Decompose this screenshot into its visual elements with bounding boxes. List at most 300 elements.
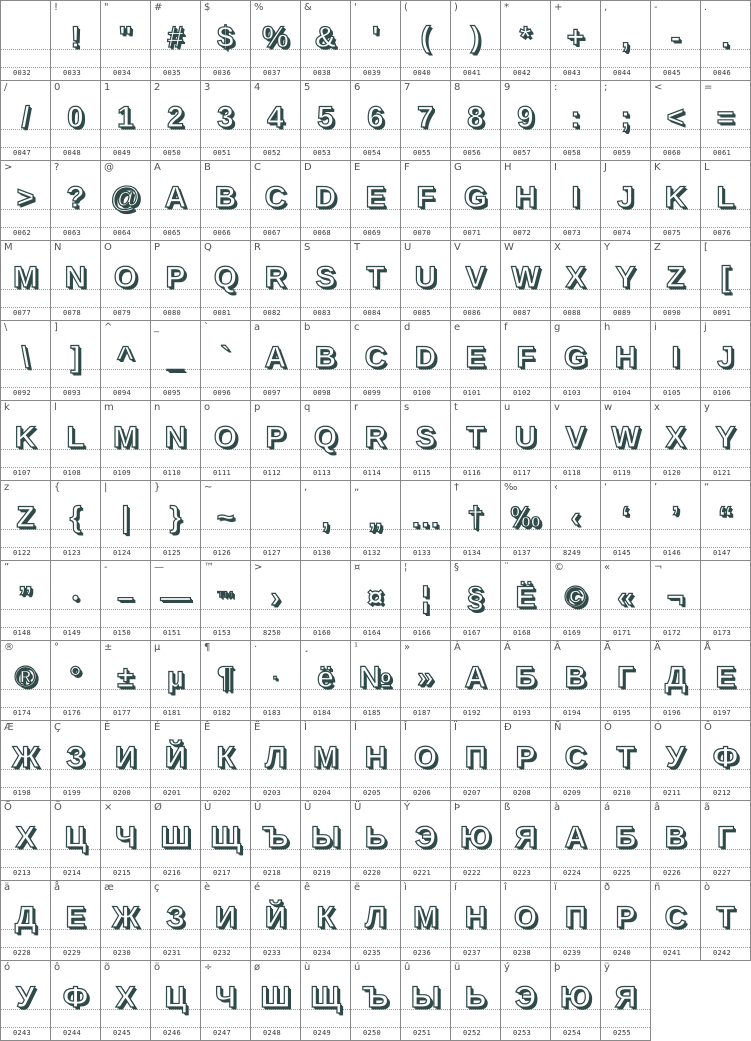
glyph-sample: ' <box>371 21 380 54</box>
glyph-code: 0250 <box>363 1029 382 1037</box>
glyph-code: 0216 <box>163 869 182 877</box>
glyph-key-label: È <box>104 722 111 733</box>
glyph-cell <box>351 1 401 81</box>
glyph-cell <box>451 961 501 1041</box>
glyph-key-label: H <box>504 162 512 173</box>
glyph-sample: Г <box>716 821 734 854</box>
glyph-key-label: [ <box>704 242 708 253</box>
glyph-sample: Т <box>616 741 635 774</box>
glyph-code: 0074 <box>613 229 632 237</box>
glyph-key-label: ç <box>154 882 160 893</box>
glyph-code: 0166 <box>413 629 432 637</box>
glyph-code: 0231 <box>163 949 182 957</box>
glyph-sample: : <box>570 101 581 134</box>
glyph-sample: , <box>321 501 330 534</box>
glyph-sample: › <box>270 581 281 614</box>
glyph-code: 0235 <box>363 949 382 957</box>
glyph-sample: " <box>118 21 133 54</box>
glyph-code: 0252 <box>463 1029 482 1037</box>
glyph-key-label: : <box>554 82 558 93</box>
glyph-sample: B <box>314 341 337 374</box>
glyph-key-label: ] <box>54 322 58 333</box>
glyph-cell <box>1 401 51 481</box>
glyph-sample: C <box>364 341 387 374</box>
glyph-cell <box>251 321 301 401</box>
glyph-code: 0114 <box>363 469 382 477</box>
glyph-code: 0121 <box>713 469 732 477</box>
glyph-sample: E <box>365 181 386 214</box>
glyph-key-label: Ã <box>604 642 611 653</box>
glyph-cell <box>151 321 201 401</box>
glyph-cell <box>451 481 501 561</box>
glyph-code: 0201 <box>163 789 182 797</box>
glyph-cell <box>351 241 401 321</box>
glyph-cell <box>601 561 651 641</box>
glyph-code: 0241 <box>663 949 682 957</box>
glyph-key-label: è <box>204 882 211 893</box>
glyph-key-label: x <box>654 402 660 413</box>
glyph-code: 0247 <box>213 1029 232 1037</box>
glyph-code: 0198 <box>13 789 32 797</box>
glyph-cell <box>51 801 101 881</box>
glyph-key-label: ? <box>54 162 60 173</box>
glyph-key-label: 0 <box>54 82 61 93</box>
glyph-key-label: # <box>154 2 163 13</box>
glyph-sample: И <box>114 741 137 774</box>
glyph-cell <box>201 721 251 801</box>
glyph-code: 0228 <box>13 949 32 957</box>
glyph-sample: B <box>214 181 237 214</box>
glyph-key-label: à <box>554 802 561 813</box>
glyph-code: 0036 <box>213 69 232 77</box>
glyph-sample: 2 <box>167 101 184 134</box>
glyph-cell <box>251 721 301 801</box>
glyph-key-label: þ <box>554 962 561 973</box>
glyph-cell <box>701 641 751 721</box>
glyph-code: 0075 <box>663 229 682 237</box>
glyph-sample: Л <box>364 901 387 934</box>
glyph-cell <box>51 161 101 241</box>
glyph-sample: Ю <box>460 821 491 854</box>
glyph-key-label: Y <box>604 242 611 253</box>
glyph-cell <box>651 1 701 81</box>
glyph-code: 0096 <box>213 389 232 397</box>
glyph-sample: @ <box>110 181 141 214</box>
glyph-cell <box>601 81 651 161</box>
glyph-sample: G <box>463 181 488 214</box>
glyph-sample: # <box>167 21 184 54</box>
glyph-sample: ‰ <box>510 501 541 534</box>
glyph-sample: Н <box>364 741 387 774</box>
glyph-code: 0078 <box>63 309 82 317</box>
glyph-key-label: á <box>604 802 611 813</box>
glyph-cell <box>51 481 101 561</box>
glyph-sample: Р <box>615 901 636 934</box>
glyph-sample: W <box>611 421 640 454</box>
glyph-cell <box>701 321 751 401</box>
glyph-sample: ® <box>14 661 37 694</box>
glyph-code: 0176 <box>63 709 82 717</box>
glyph-key-label: j <box>704 322 707 333</box>
glyph-cell <box>1 801 51 881</box>
glyph-key-label: d <box>404 322 411 333</box>
glyph-key-label: ä <box>4 882 11 893</box>
glyph-code: 0223 <box>513 869 532 877</box>
glyph-cell <box>101 641 151 721</box>
glyph-cell <box>651 801 701 881</box>
glyph-key-label: ` <box>204 322 209 333</box>
glyph-cell <box>551 241 601 321</box>
glyph-cell <box>351 721 401 801</box>
glyph-key-label: ñ <box>654 882 661 893</box>
glyph-code: 0100 <box>413 389 432 397</box>
glyph-cell <box>451 1 501 81</box>
glyph-sample: % <box>262 21 289 54</box>
glyph-cell <box>251 161 301 241</box>
glyph-cell <box>401 961 451 1041</box>
glyph-sample: D <box>414 341 437 374</box>
glyph-key-label: \ <box>4 322 8 333</box>
glyph-cell <box>551 81 601 161</box>
glyph-cell <box>501 1 551 81</box>
glyph-code: 0193 <box>513 709 532 717</box>
glyph-code: 0062 <box>13 229 32 237</box>
glyph-cell <box>701 561 751 641</box>
glyph-cell <box>1 961 51 1041</box>
glyph-code: 0111 <box>213 469 232 477</box>
glyph-sample <box>1 15 50 61</box>
glyph-cell <box>351 321 401 401</box>
glyph-key-label: ~ <box>204 482 213 493</box>
glyph-key-label: Ó <box>654 722 662 733</box>
glyph-sample: Y <box>715 421 736 454</box>
glyph-code: 0045 <box>663 69 682 77</box>
glyph-cell <box>651 481 701 561</box>
glyph-sample: 4 <box>267 101 284 134</box>
glyph-sample <box>301 575 350 621</box>
glyph-sample: “ <box>718 501 733 534</box>
glyph-code: 0240 <box>613 949 632 957</box>
glyph-key-label: c <box>354 322 360 333</box>
glyph-code: 0217 <box>213 869 232 877</box>
glyph-cell <box>301 881 351 961</box>
glyph-cell <box>201 161 251 241</box>
glyph-code: 0254 <box>563 1029 582 1037</box>
glyph-key-label: Í <box>354 722 357 733</box>
glyph-key-label: 4 <box>254 82 261 93</box>
glyph-key-label: e <box>454 322 461 333</box>
glyph-cell <box>301 721 351 801</box>
glyph-cell <box>151 401 201 481</box>
glyph-key-label: { <box>54 482 61 493</box>
glyph-sample: Ц <box>64 821 87 854</box>
glyph-code: 0115 <box>413 469 432 477</box>
glyph-key-label: † <box>454 482 459 493</box>
glyph-sample: Е <box>715 661 736 694</box>
glyph-code: 0151 <box>163 629 182 637</box>
glyph-cell <box>1 81 51 161</box>
glyph-code: 0034 <box>113 69 132 77</box>
glyph-cell <box>651 561 701 641</box>
glyph-cell <box>701 161 751 241</box>
glyph-cell <box>451 641 501 721</box>
glyph-code: 0210 <box>613 789 632 797</box>
glyph-code: 0122 <box>13 549 32 557</box>
glyph-code: 0213 <box>13 869 32 877</box>
glyph-key-label: W <box>504 242 514 253</box>
glyph-sample: ° <box>69 661 82 694</box>
glyph-code: 0038 <box>313 69 332 77</box>
glyph-code: 0211 <box>663 789 682 797</box>
glyph-cell <box>51 961 101 1041</box>
glyph-cell <box>551 721 601 801</box>
glyph-code: 0243 <box>13 1029 32 1037</box>
glyph-sample: K <box>14 421 37 454</box>
glyph-key-label: . <box>704 2 708 13</box>
glyph-sample: Ш <box>260 981 291 1014</box>
glyph-code: 0063 <box>63 229 82 237</box>
glyph-sample: µ <box>166 661 185 694</box>
glyph-key-label: ¤ <box>354 562 361 573</box>
glyph-cell <box>201 961 251 1041</box>
glyph-cell <box>401 641 451 721</box>
glyph-sample: Э <box>414 821 437 854</box>
glyph-cell <box>251 881 301 961</box>
glyph-code: 0047 <box>13 149 32 157</box>
glyph-cell <box>601 401 651 481</box>
glyph-key-label: É <box>154 722 161 733</box>
glyph-cell <box>701 401 751 481</box>
glyph-cell <box>451 561 501 641</box>
glyph-key-label: ¬ <box>654 562 663 573</box>
glyph-key-label: E <box>354 162 361 173</box>
glyph-sample: V <box>465 261 486 294</box>
glyph-code: 0214 <box>63 869 82 877</box>
glyph-cell <box>251 561 301 641</box>
glyph-key-label: ¶ <box>204 642 211 653</box>
glyph-sample: А <box>564 821 587 854</box>
glyph-code: 0081 <box>213 309 232 317</box>
glyph-code: 0058 <box>563 149 582 157</box>
glyph-key-label: ø <box>254 962 261 973</box>
glyph-cell <box>51 81 101 161</box>
glyph-cell <box>601 641 651 721</box>
glyph-cell <box>401 1 451 81</box>
glyph-code: 0070 <box>413 229 432 237</box>
glyph-code: 0101 <box>463 389 482 397</box>
glyph-sample: H <box>514 181 537 214</box>
glyph-key-label: ( <box>404 2 408 13</box>
glyph-code: 0060 <box>663 149 682 157</box>
glyph-sample: ™ <box>216 588 235 608</box>
glyph-sample: Ы <box>410 981 441 1014</box>
glyph-sample: № <box>358 661 393 694</box>
glyph-key-label: ß <box>504 802 511 813</box>
glyph-code: 0052 <box>263 149 282 157</box>
glyph-key-label: Î <box>404 722 407 733</box>
glyph-sample: Ё <box>515 581 536 614</box>
glyph-code: 0199 <box>63 789 82 797</box>
glyph-sample: Д <box>664 661 687 694</box>
glyph-code: 0132 <box>363 549 382 557</box>
glyph-cell <box>301 321 351 401</box>
glyph-key-label: · <box>254 642 258 653</box>
glyph-code: 0116 <box>463 469 482 477</box>
glyph-cell <box>51 881 101 961</box>
glyph-key-label: Q <box>204 242 212 253</box>
glyph-key-label: ” <box>4 562 10 573</box>
glyph-code: 0046 <box>713 69 732 77</box>
glyph-sample: П <box>564 901 587 934</box>
glyph-sample: F <box>416 181 435 214</box>
glyph-cell <box>251 481 301 561</box>
glyph-cell <box>651 81 701 161</box>
glyph-cell <box>651 401 701 481</box>
glyph-sample: · <box>272 668 279 688</box>
glyph-code: 0051 <box>213 149 232 157</box>
glyph-key-label: Ù <box>204 802 212 813</box>
glyph-cell <box>351 81 401 161</box>
glyph-code: 0194 <box>563 709 582 717</box>
glyph-sample: Р <box>515 741 536 774</box>
glyph-cell <box>51 721 101 801</box>
glyph-cell <box>401 401 451 481</box>
glyph-cell <box>601 161 651 241</box>
glyph-code: 0080 <box>163 309 182 317</box>
glyph-code: 0192 <box>463 709 482 717</box>
glyph-code: 0072 <box>513 229 532 237</box>
glyph-cell <box>501 81 551 161</box>
glyph-cell <box>51 641 101 721</box>
glyph-code: 0032 <box>13 69 32 77</box>
glyph-cell <box>51 561 101 641</box>
glyph-cell <box>401 801 451 881</box>
glyph-cell <box>501 401 551 481</box>
glyph-cell <box>551 1 601 81</box>
glyph-cell <box>401 161 451 241</box>
glyph-key-label: “ <box>704 482 710 493</box>
glyph-sample: З <box>166 901 185 934</box>
glyph-cell <box>1 881 51 961</box>
glyph-key-label: ö <box>154 962 161 973</box>
glyph-code: 0042 <box>513 69 532 77</box>
glyph-cell <box>1 161 51 241</box>
glyph-key-label: / <box>4 82 8 93</box>
glyph-cell <box>701 481 751 561</box>
glyph-code: 0253 <box>513 1029 532 1037</box>
glyph-sample: < <box>666 101 685 134</box>
glyph-cell <box>151 561 201 641</box>
glyph-sample: С <box>564 741 587 774</box>
glyph-sample: U <box>414 261 437 294</box>
glyph-cell <box>501 641 551 721</box>
glyph-cell <box>151 961 201 1041</box>
glyph-code: 0108 <box>63 469 82 477</box>
glyph-code: 0206 <box>413 789 432 797</box>
glyph-sample: S <box>315 261 336 294</box>
glyph-code: 0086 <box>463 309 482 317</box>
glyph-key-label: $ <box>204 2 211 13</box>
glyph-code: 0068 <box>313 229 332 237</box>
glyph-code: 0187 <box>413 709 432 717</box>
glyph-sample: Ъ <box>262 821 289 854</box>
glyph-cell <box>551 801 601 881</box>
glyph-key-label: X <box>554 242 561 253</box>
glyph-key-label: s <box>404 402 410 413</box>
glyph-code: 0149 <box>63 629 82 637</box>
glyph-code: 0050 <box>163 149 182 157</box>
glyph-key-label: 1 <box>104 82 111 93</box>
glyph-code: 0094 <box>113 389 132 397</box>
glyph-sample: 9 <box>517 101 534 134</box>
glyph-cell <box>1 561 51 641</box>
glyph-cell <box>101 321 151 401</box>
glyph-code: 0119 <box>613 469 632 477</box>
glyph-key-label: ^ <box>104 322 113 333</box>
glyph-code: 0232 <box>213 949 232 957</box>
glyph-sample: • <box>72 588 79 608</box>
glyph-sample: Ф <box>712 741 739 774</box>
glyph-cell <box>651 721 701 801</box>
glyph-cell <box>701 81 751 161</box>
glyph-sample: Ф <box>62 981 89 1014</box>
glyph-sample <box>701 575 750 621</box>
glyph-cell <box>551 561 601 641</box>
glyph-cell <box>551 161 601 241</box>
glyph-key-label: @ <box>104 162 114 173</box>
glyph-cell <box>401 721 451 801</box>
glyph-sample: Х <box>115 981 136 1014</box>
glyph-key-label: í <box>454 882 457 893</box>
glyph-key-label: ü <box>454 962 461 973</box>
glyph-sample: Г <box>616 661 634 694</box>
glyph-sample: Н <box>464 901 487 934</box>
glyph-sample: ¶ <box>217 661 234 694</box>
glyph-key-label: Ê <box>204 722 211 733</box>
glyph-code: 0123 <box>63 549 82 557</box>
glyph-sample: … <box>410 501 441 534</box>
glyph-sample: ‘ <box>621 501 630 534</box>
glyph-key-label: Õ <box>4 802 12 813</box>
glyph-sample: ` <box>220 341 231 374</box>
glyph-code: 0056 <box>463 149 482 157</box>
glyph-key-label: Ç <box>54 722 61 733</box>
glyph-code: 0224 <box>563 869 582 877</box>
glyph-cell <box>651 321 701 401</box>
glyph-cell <box>551 321 601 401</box>
glyph-sample: М <box>313 741 338 774</box>
glyph-cell <box>501 801 551 881</box>
glyph-sample: R <box>364 421 387 454</box>
glyph-code: 0168 <box>513 629 532 637</box>
glyph-cell <box>151 721 201 801</box>
glyph-cell <box>451 721 501 801</box>
glyph-code: 0226 <box>663 869 682 877</box>
glyph-sample: } <box>169 501 182 534</box>
glyph-code: 0173 <box>713 629 732 637</box>
glyph-key-label: ó <box>4 962 11 973</box>
glyph-sample: К <box>316 901 335 934</box>
glyph-code: 0182 <box>213 709 232 717</box>
glyph-key-label: A <box>154 162 161 173</box>
glyph-key-label: Ë <box>254 722 261 733</box>
glyph-sample: ¤ <box>367 581 384 614</box>
glyph-key-label: t <box>454 402 458 413</box>
glyph-code: 0110 <box>163 469 182 477</box>
glyph-sample: Й <box>264 901 287 934</box>
glyph-code: 0184 <box>313 709 332 717</box>
glyph-sample: Е <box>65 901 86 934</box>
